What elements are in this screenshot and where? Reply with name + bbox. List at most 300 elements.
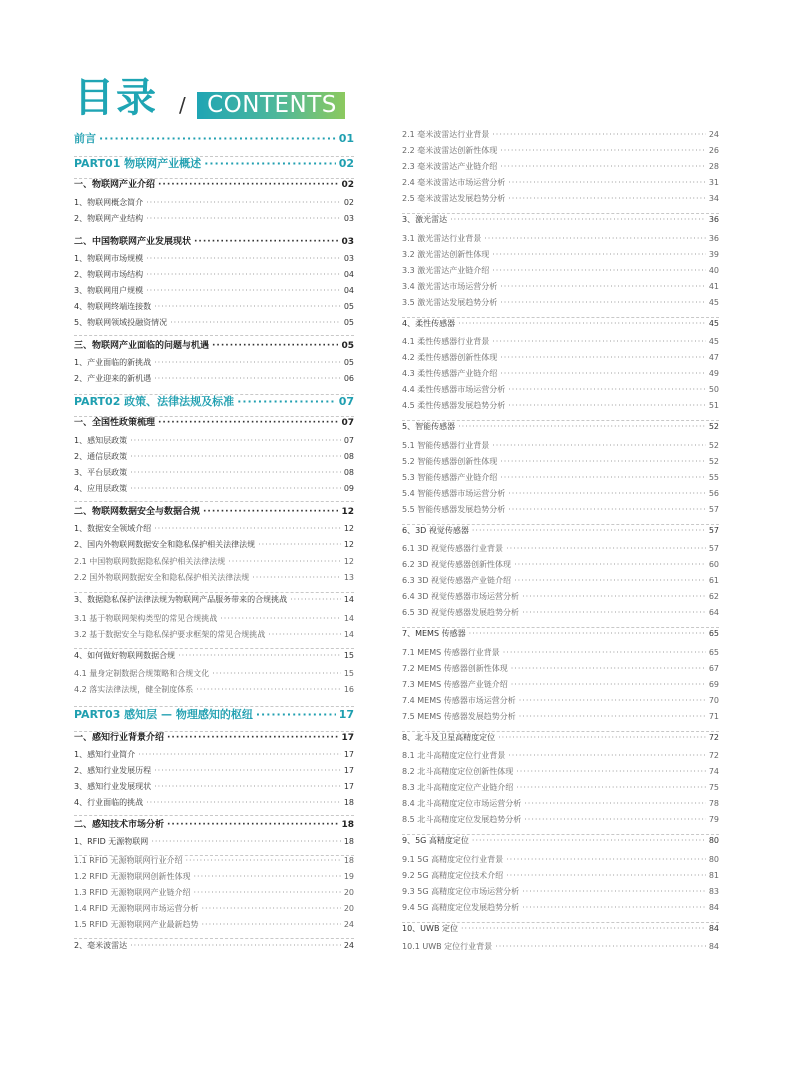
toc-item-entry[interactable] [74, 940, 354, 951]
toc-entry-label: 7.2 MEMS 传感器创新性体现 [402, 664, 508, 673]
toc-dot-leader [146, 254, 341, 263]
toc-page-number: 24 [343, 920, 354, 929]
toc-entry-label: PART03 感知层 — 物理感知的枢纽 [74, 708, 253, 721]
toc-entry-label: 3.2 基于数据安全与隐私保护要求框架的常见合规挑战 [74, 630, 266, 639]
toc-subsection-entry[interactable] [402, 488, 719, 499]
toc-page-number: 02 [343, 198, 354, 207]
toc-page-number: 80 [708, 855, 719, 864]
toc-entry-label: 一、感知行业背景介绍 [74, 733, 165, 743]
toc-dot-leader [203, 507, 338, 517]
toc-dot-leader [492, 266, 706, 275]
toc-dot-leader [508, 751, 706, 760]
toc-item-entry[interactable] [74, 285, 354, 296]
toc-page-number: 12 [343, 557, 354, 566]
toc-dot-leader [154, 524, 341, 533]
toc-dot-leader [194, 872, 341, 881]
toc-subsection-entry[interactable] [402, 559, 719, 570]
toc-subsection-entry[interactable] [402, 711, 719, 722]
toc-entry-label: 3、感知行业发展现状 [74, 782, 152, 791]
toc-page-number: 56 [708, 489, 719, 498]
toc-section-entry[interactable] [74, 234, 354, 247]
toc-item-entry[interactable] [74, 213, 354, 224]
toc-dot-leader [130, 436, 341, 445]
toc-entry-label: 二、感知技术市场分析 [74, 820, 165, 830]
toc-item-entry[interactable] [74, 317, 354, 328]
toc-page-number: 04 [343, 286, 354, 295]
toc-entry-label: 8.1 北斗高精度定位行业背景 [402, 751, 506, 760]
toc-item-entry[interactable] [402, 525, 719, 536]
toc-page-number: 18 [343, 856, 354, 865]
toc-item-entry[interactable] [74, 269, 354, 280]
toc-item-entry[interactable] [74, 197, 354, 208]
toc-entry-label: 7.3 MEMS 传感器产业链介绍 [402, 680, 508, 689]
toc-page-number: 57 [708, 526, 719, 535]
toc-entry-label: 6.3 3D 视觉传感器产业链介绍 [402, 576, 512, 585]
toc-item-entry[interactable] [74, 650, 354, 661]
toc-entry-label: 2、通信层政策 [74, 452, 128, 461]
toc-page-number: 65 [708, 648, 719, 657]
toc-page-number: 47 [708, 353, 719, 362]
toc-item-entry[interactable] [74, 749, 354, 760]
toc-dot-leader [138, 750, 341, 759]
toc-entry-label: 8.3 北斗高精度定位产业链介绍 [402, 783, 514, 792]
toc-entry-label: 4、物联网终端连接数 [74, 302, 152, 311]
toc-page-number: 64 [708, 608, 719, 617]
toc-entry-label: 3、数据隐私保护法律法规为物联网产品服务带来的合规挑战 [74, 595, 288, 604]
toc-item-entry[interactable] [402, 732, 719, 743]
toc-entry-label: 3.5 激光雷达发展趋势分析 [402, 298, 498, 307]
toc-page-number: 02 [338, 157, 354, 170]
toc-subsection-entry[interactable] [402, 902, 719, 913]
toc-item-entry[interactable] [402, 628, 719, 639]
toc-page-number: 67 [708, 664, 719, 673]
toc-dot-leader [500, 298, 706, 307]
toc-dot-leader [220, 614, 341, 623]
toc-dot-leader [500, 282, 706, 291]
toc-entry-label: 2.1 中国物联网数据隐私保护相关法律法规 [74, 557, 226, 566]
toc-page-number: 52 [708, 422, 719, 431]
toc-entry-label: 9.2 5G 高精度定位技术介绍 [402, 871, 504, 880]
toc-entry-label: 一、物联网产业介绍 [74, 180, 156, 190]
toc-subsection-entry[interactable] [402, 814, 719, 825]
toc-subsection-entry[interactable] [74, 919, 354, 930]
toc-item-entry[interactable] [74, 836, 354, 847]
toc-part-entry[interactable] [74, 706, 354, 722]
toc-page-number: 70 [708, 696, 719, 705]
toc-entry-label: 6.5 3D 视觉传感器发展趋势分析 [402, 608, 520, 617]
toc-item-entry[interactable] [74, 594, 354, 605]
toc-subsection-entry[interactable] [402, 472, 719, 483]
toc-entry-label: 10.1 UWB 定位行业背景 [402, 942, 493, 951]
toc-page-number: 69 [708, 680, 719, 689]
toc-section-entry[interactable] [74, 338, 354, 351]
toc-entry-label: 二、物联网数据安全与数据合规 [74, 507, 201, 517]
toc-dot-leader [495, 942, 706, 951]
toc-part-entry[interactable] [74, 393, 354, 409]
toc-section-entry[interactable] [74, 730, 354, 743]
toc-dot-leader [194, 237, 338, 247]
toc-item-entry[interactable] [74, 373, 354, 384]
toc-entry-label: 7.4 MEMS 传感器市场运营分析 [402, 696, 516, 705]
toc-dot-leader [500, 457, 706, 466]
toc-subsection-entry[interactable] [402, 161, 719, 172]
toc-dot-leader [492, 250, 706, 259]
toc-entry-label: 5.4 智能传感器市场运营分析 [402, 489, 506, 498]
toc-subsection-entry[interactable] [402, 249, 719, 260]
toc-entry-label: 3、物联网用户规模 [74, 286, 144, 295]
toc-entry-label: 4.4 柔性传感器市场运营分析 [402, 385, 506, 394]
toc-entry-label: 3.1 激光雷达行业背景 [402, 234, 482, 243]
toc-dot-leader [522, 592, 706, 601]
toc-page-number: 03 [341, 237, 354, 247]
toc-dot-leader [522, 903, 706, 912]
toc-entry-label: 5.5 智能传感器发展趋势分析 [402, 505, 506, 514]
toc-entry-label: 3.1 基于物联网架构类型的常见合规挑战 [74, 614, 218, 623]
toc-page-number: 05 [341, 341, 354, 351]
toc-page-number: 72 [708, 751, 719, 760]
toc-entry-label: 4、柔性传感器 [402, 319, 456, 328]
toc-entry-label: 7.1 MEMS 传感器行业背景 [402, 648, 500, 657]
toc-entry-label: 1.2 RFID 无源物联网创新性体现 [74, 872, 191, 881]
toc-dot-leader [268, 630, 341, 639]
toc-subsection-entry[interactable] [402, 177, 719, 188]
toc-dot-leader [194, 888, 341, 897]
toc-entry-label: 4.2 柔性传感器创新性体现 [402, 353, 498, 362]
toc-subsection-entry[interactable] [402, 941, 719, 952]
toc-subsection-entry[interactable] [402, 504, 719, 515]
toc-dot-leader [492, 337, 706, 346]
toc-page-number: 40 [708, 266, 719, 275]
toc-dot-leader [252, 573, 341, 582]
toc-dot-leader [151, 837, 341, 846]
toc-page-number: 55 [708, 473, 719, 482]
toc-dot-leader [130, 484, 341, 493]
toc-dot-leader [146, 286, 341, 295]
toc-item-entry[interactable] [74, 765, 354, 776]
toc-subsection-entry[interactable] [402, 384, 719, 395]
toc-dot-leader [130, 468, 341, 477]
toc-entry-label: 6.2 3D 视觉传感器创新性体现 [402, 560, 512, 569]
toc-item-entry[interactable] [74, 523, 354, 534]
toc-entry-label: 2、毫米波雷达 [74, 941, 128, 950]
toc-section-entry[interactable] [74, 177, 354, 190]
toc-page-number: 81 [708, 871, 719, 880]
toc-dot-leader [196, 685, 341, 694]
toc-entry-label: 5、智能传感器 [402, 422, 456, 431]
toc-page-number: 18 [341, 820, 354, 830]
toc-page-number: 50 [708, 385, 719, 394]
toc-page-number: 19 [343, 872, 354, 881]
toc-page-number: 12 [341, 507, 354, 517]
toc-page-number: 34 [708, 194, 719, 203]
toc-divider [74, 335, 354, 336]
toc-item-entry[interactable] [74, 435, 354, 446]
toc-entry-label: 5.2 智能传感器创新性体现 [402, 457, 498, 466]
toc-entry-label: 5.3 智能传感器产业链介绍 [402, 473, 498, 482]
toc-subsection-entry[interactable] [402, 870, 719, 881]
toc-dot-leader [500, 146, 706, 155]
toc-dot-leader [514, 560, 706, 569]
toc-dot-leader [524, 799, 706, 808]
toc-item-entry[interactable] [74, 253, 354, 264]
toc-page-number: 18 [343, 798, 354, 807]
toc-dot-leader [511, 680, 706, 689]
toc-page-number: 07 [338, 395, 354, 408]
toc-entry-label: PART01 物联网产业概述 [74, 157, 202, 170]
toc-page-number: 51 [708, 401, 719, 410]
toc-entry-label: 3.4 激光雷达市场运营分析 [402, 282, 498, 291]
toc-page-number: 17 [343, 766, 354, 775]
toc-subsection-entry[interactable] [402, 129, 719, 140]
toc-page-number: 80 [708, 836, 719, 845]
toc-dot-leader [146, 798, 341, 807]
toc-page-number: 78 [708, 799, 719, 808]
toc-dot-leader [186, 856, 341, 865]
toc-dot-leader [146, 270, 341, 279]
toc-subsection-entry[interactable] [402, 543, 719, 554]
toc-subsection-entry[interactable] [74, 572, 354, 583]
toc-item-entry[interactable] [402, 214, 719, 225]
toc-page-number: 28 [708, 162, 719, 171]
toc-item-entry[interactable] [74, 781, 354, 792]
toc-page-number: 15 [343, 651, 354, 660]
toc-item-entry[interactable] [74, 797, 354, 808]
toc-divider [74, 938, 354, 939]
toc-entry-label: 2、物联网市场结构 [74, 270, 144, 279]
toc-entry-label: 4.2 落实法律法规，健全制度体系 [74, 685, 194, 694]
toc-section-entry[interactable] [74, 415, 354, 428]
toc-entry-label: 3、平台层政策 [74, 468, 128, 477]
toc-dot-leader [458, 319, 706, 328]
toc-subsection-entry[interactable] [74, 855, 354, 866]
toc-dot-leader [167, 733, 338, 743]
toc-page-number: 07 [343, 436, 354, 445]
toc-item-entry[interactable] [74, 467, 354, 478]
toc-page-number: 31 [708, 178, 719, 187]
toc-page-number: 02 [341, 180, 354, 190]
toc-item-entry[interactable] [402, 421, 719, 432]
toc-page-number: 18 [343, 837, 354, 846]
toc-entry-label: 6.4 3D 视觉传感器市场运营分析 [402, 592, 520, 601]
toc-entry-label: 4、如何做好物联网数据合规 [74, 651, 176, 660]
toc-item-entry[interactable] [402, 835, 719, 846]
toc-page-number: 04 [343, 270, 354, 279]
toc-subsection-entry[interactable] [402, 265, 719, 276]
toc-entry-label: 1、感知层政策 [74, 436, 128, 445]
toc-entry-label: 9.3 5G 高精度定位市场运营分析 [402, 887, 520, 896]
toc-dot-leader [506, 544, 706, 553]
toc-subsection-entry[interactable] [74, 556, 354, 567]
toc-page-number: 08 [343, 452, 354, 461]
toc-dot-leader [506, 855, 706, 864]
toc-entry-label: 3.3 激光雷达产业链介绍 [402, 266, 490, 275]
toc-subsection-entry[interactable] [74, 668, 354, 679]
toc-subsection-entry[interactable] [402, 145, 719, 156]
toc-page-number: 08 [343, 468, 354, 477]
toc-entry-label: 2.4 毫米波雷达市场运营分析 [402, 178, 506, 187]
toc-dot-leader [508, 505, 706, 514]
toc-entry-label: 2、物联网产业结构 [74, 214, 144, 223]
toc-dot-leader [500, 369, 706, 378]
toc-dot-leader [458, 422, 706, 431]
toc-page-number: 79 [708, 815, 719, 824]
toc-dot-leader [514, 576, 706, 585]
toc-subsection-entry[interactable] [402, 766, 719, 777]
toc-page-number: 24 [708, 130, 719, 139]
toc-entry-label: 一、全国性政策梳理 [74, 418, 156, 428]
page-title: 目录 [74, 75, 158, 121]
toc-dot-leader [461, 924, 706, 933]
toc-subsection-entry[interactable] [402, 663, 719, 674]
toc-entry-label: 8.5 北斗高精度定位发展趋势分析 [402, 815, 522, 824]
toc-page-number: 05 [343, 318, 354, 327]
toc-dot-leader [99, 132, 336, 145]
toc-page-number: 41 [708, 282, 719, 291]
toc-subsection-entry[interactable] [402, 798, 719, 809]
toc-entry-label: 3、激光雷达 [402, 215, 448, 224]
toc-page-number: 05 [343, 302, 354, 311]
toc-dot-leader [170, 318, 341, 327]
toc-dot-leader [202, 920, 341, 929]
toc-page-number: 03 [343, 254, 354, 263]
toc-page-number: 62 [708, 592, 719, 601]
toc-page-number: 26 [708, 146, 719, 155]
toc-entry-label: 4、应用层政策 [74, 484, 128, 493]
toc-subsection-entry[interactable] [402, 368, 719, 379]
toc-page-number: 52 [708, 441, 719, 450]
toc-subsection-entry[interactable] [402, 886, 719, 897]
toc-subsection-entry[interactable] [74, 613, 354, 624]
toc-page-number: 13 [343, 573, 354, 582]
toc-page-number: 49 [708, 369, 719, 378]
toc-entry-label: 7.5 MEMS 传感器发展趋势分析 [402, 712, 516, 721]
toc-entry-label: 9.4 5G 高精度定位发展趋势分析 [402, 903, 520, 912]
toc-subsection-entry[interactable] [402, 281, 719, 292]
toc-subsection-entry[interactable] [402, 233, 719, 244]
toc-entry-label: 2、国内外物联网数据安全和隐私保护相关法律法规 [74, 540, 256, 549]
toc-item-entry[interactable] [74, 301, 354, 312]
toc-dot-leader [516, 767, 706, 776]
toc-subsection-entry[interactable] [402, 193, 719, 204]
toc-dot-leader [154, 358, 341, 367]
toc-subsection-entry[interactable] [402, 440, 719, 451]
toc-divider [74, 501, 354, 502]
toc-page-number: 45 [708, 298, 719, 307]
toc-dot-leader [524, 815, 706, 824]
toc-item-entry[interactable] [74, 539, 354, 550]
toc-subsection-entry[interactable] [402, 695, 719, 706]
toc-subsection-entry[interactable] [74, 629, 354, 640]
toc-entry-label: 10、UWB 定位 [402, 924, 458, 933]
contents-label: CONTENTS [207, 92, 337, 118]
toc-subsection-entry[interactable] [402, 352, 719, 363]
toc-subsection-entry[interactable] [402, 647, 719, 658]
toc-entry-label: 2.3 毫米波雷达产业链介绍 [402, 162, 498, 171]
toc-dot-leader [500, 162, 706, 171]
toc-item-entry[interactable] [74, 451, 354, 462]
toc-page-number: 14 [343, 630, 354, 639]
toc-entry-label: PART02 政策、法律法规及标准 [74, 395, 235, 408]
toc-subsection-entry[interactable] [402, 854, 719, 865]
toc-page-number: 57 [708, 544, 719, 553]
toc-dot-leader [522, 608, 706, 617]
toc-page-number: 61 [708, 576, 719, 585]
toc-item-entry[interactable] [74, 483, 354, 494]
toc-subsection-entry[interactable] [74, 871, 354, 882]
toc-page-number: 65 [708, 629, 719, 638]
toc-page-number: 57 [708, 505, 719, 514]
toc-dot-leader [508, 489, 706, 498]
toc-page-number: 07 [341, 418, 354, 428]
toc-item-entry[interactable] [74, 357, 354, 368]
toc-subsection-entry[interactable] [402, 607, 719, 618]
toc-dot-leader [519, 696, 706, 705]
toc-entry-label: 2.2 国外物联网数据安全和隐私保护相关法律法规 [74, 573, 250, 582]
toc-page-number: 74 [708, 767, 719, 776]
toc-entry-label: 8.4 北斗高精度定位市场运营分析 [402, 799, 522, 808]
toc-subsection-entry[interactable] [402, 750, 719, 761]
toc-dot-leader [508, 385, 706, 394]
toc-subsection-entry[interactable] [74, 887, 354, 898]
toc-subsection-entry[interactable] [402, 782, 719, 793]
toc-item-entry[interactable] [402, 923, 719, 934]
toc-dot-leader [522, 887, 706, 896]
toc-entry-label: 1.1 RFID 无源物联网行业介绍 [74, 856, 183, 865]
toc-page-number: 71 [708, 712, 719, 721]
toc-dot-leader [258, 540, 341, 549]
toc-page-number: 72 [708, 733, 719, 742]
toc-page-number: 52 [708, 457, 719, 466]
toc-entry-label: 4.3 柔性传感器产业链介绍 [402, 369, 498, 378]
toc-entry-label: 1.5 RFID 无源物联网产业最新趋势 [74, 920, 199, 929]
toc-dot-leader [492, 130, 706, 139]
toc-section-entry[interactable] [74, 817, 354, 830]
toc-dot-leader [146, 198, 341, 207]
toc-page-number: 75 [708, 783, 719, 792]
toc-entry-label: 4、行业面临的挑战 [74, 798, 144, 807]
toc-page-number: 15 [343, 669, 354, 678]
toc-page-number: 20 [343, 904, 354, 913]
toc-dot-leader [158, 418, 338, 428]
toc-item-entry[interactable] [402, 318, 719, 329]
toc-entry-label: 3.2 激光雷达创新性体现 [402, 250, 490, 259]
toc-page-number: 45 [708, 337, 719, 346]
toc-subsection-entry[interactable] [402, 456, 719, 467]
toc-page-number: 45 [708, 319, 719, 328]
toc-divider [74, 815, 354, 816]
toc-subsection-entry[interactable] [74, 903, 354, 914]
toc-subsection-entry[interactable] [402, 679, 719, 690]
toc-dot-leader [130, 941, 341, 950]
toc-part-entry[interactable] [74, 155, 354, 171]
toc-subsection-entry[interactable] [402, 297, 719, 308]
toc-dot-leader [500, 353, 706, 362]
toc-part-entry[interactable] [74, 130, 354, 146]
toc-subsection-entry[interactable] [402, 575, 719, 586]
toc-subsection-entry[interactable] [402, 400, 719, 411]
toc-page-number: 09 [343, 484, 354, 493]
toc-entry-label: 9、5G 高精度定位 [402, 836, 469, 845]
toc-entry-label: 2.5 毫米波雷达发展趋势分析 [402, 194, 506, 203]
toc-subsection-entry[interactable] [402, 336, 719, 347]
toc-entry-label: 2、感知行业发展历程 [74, 766, 152, 775]
toc-dot-leader [204, 157, 336, 170]
toc-subsection-entry[interactable] [74, 684, 354, 695]
toc-subsection-entry[interactable] [402, 591, 719, 602]
toc-section-entry[interactable] [74, 504, 354, 517]
toc-page-number: 12 [343, 524, 354, 533]
title-slash: / [179, 93, 186, 117]
